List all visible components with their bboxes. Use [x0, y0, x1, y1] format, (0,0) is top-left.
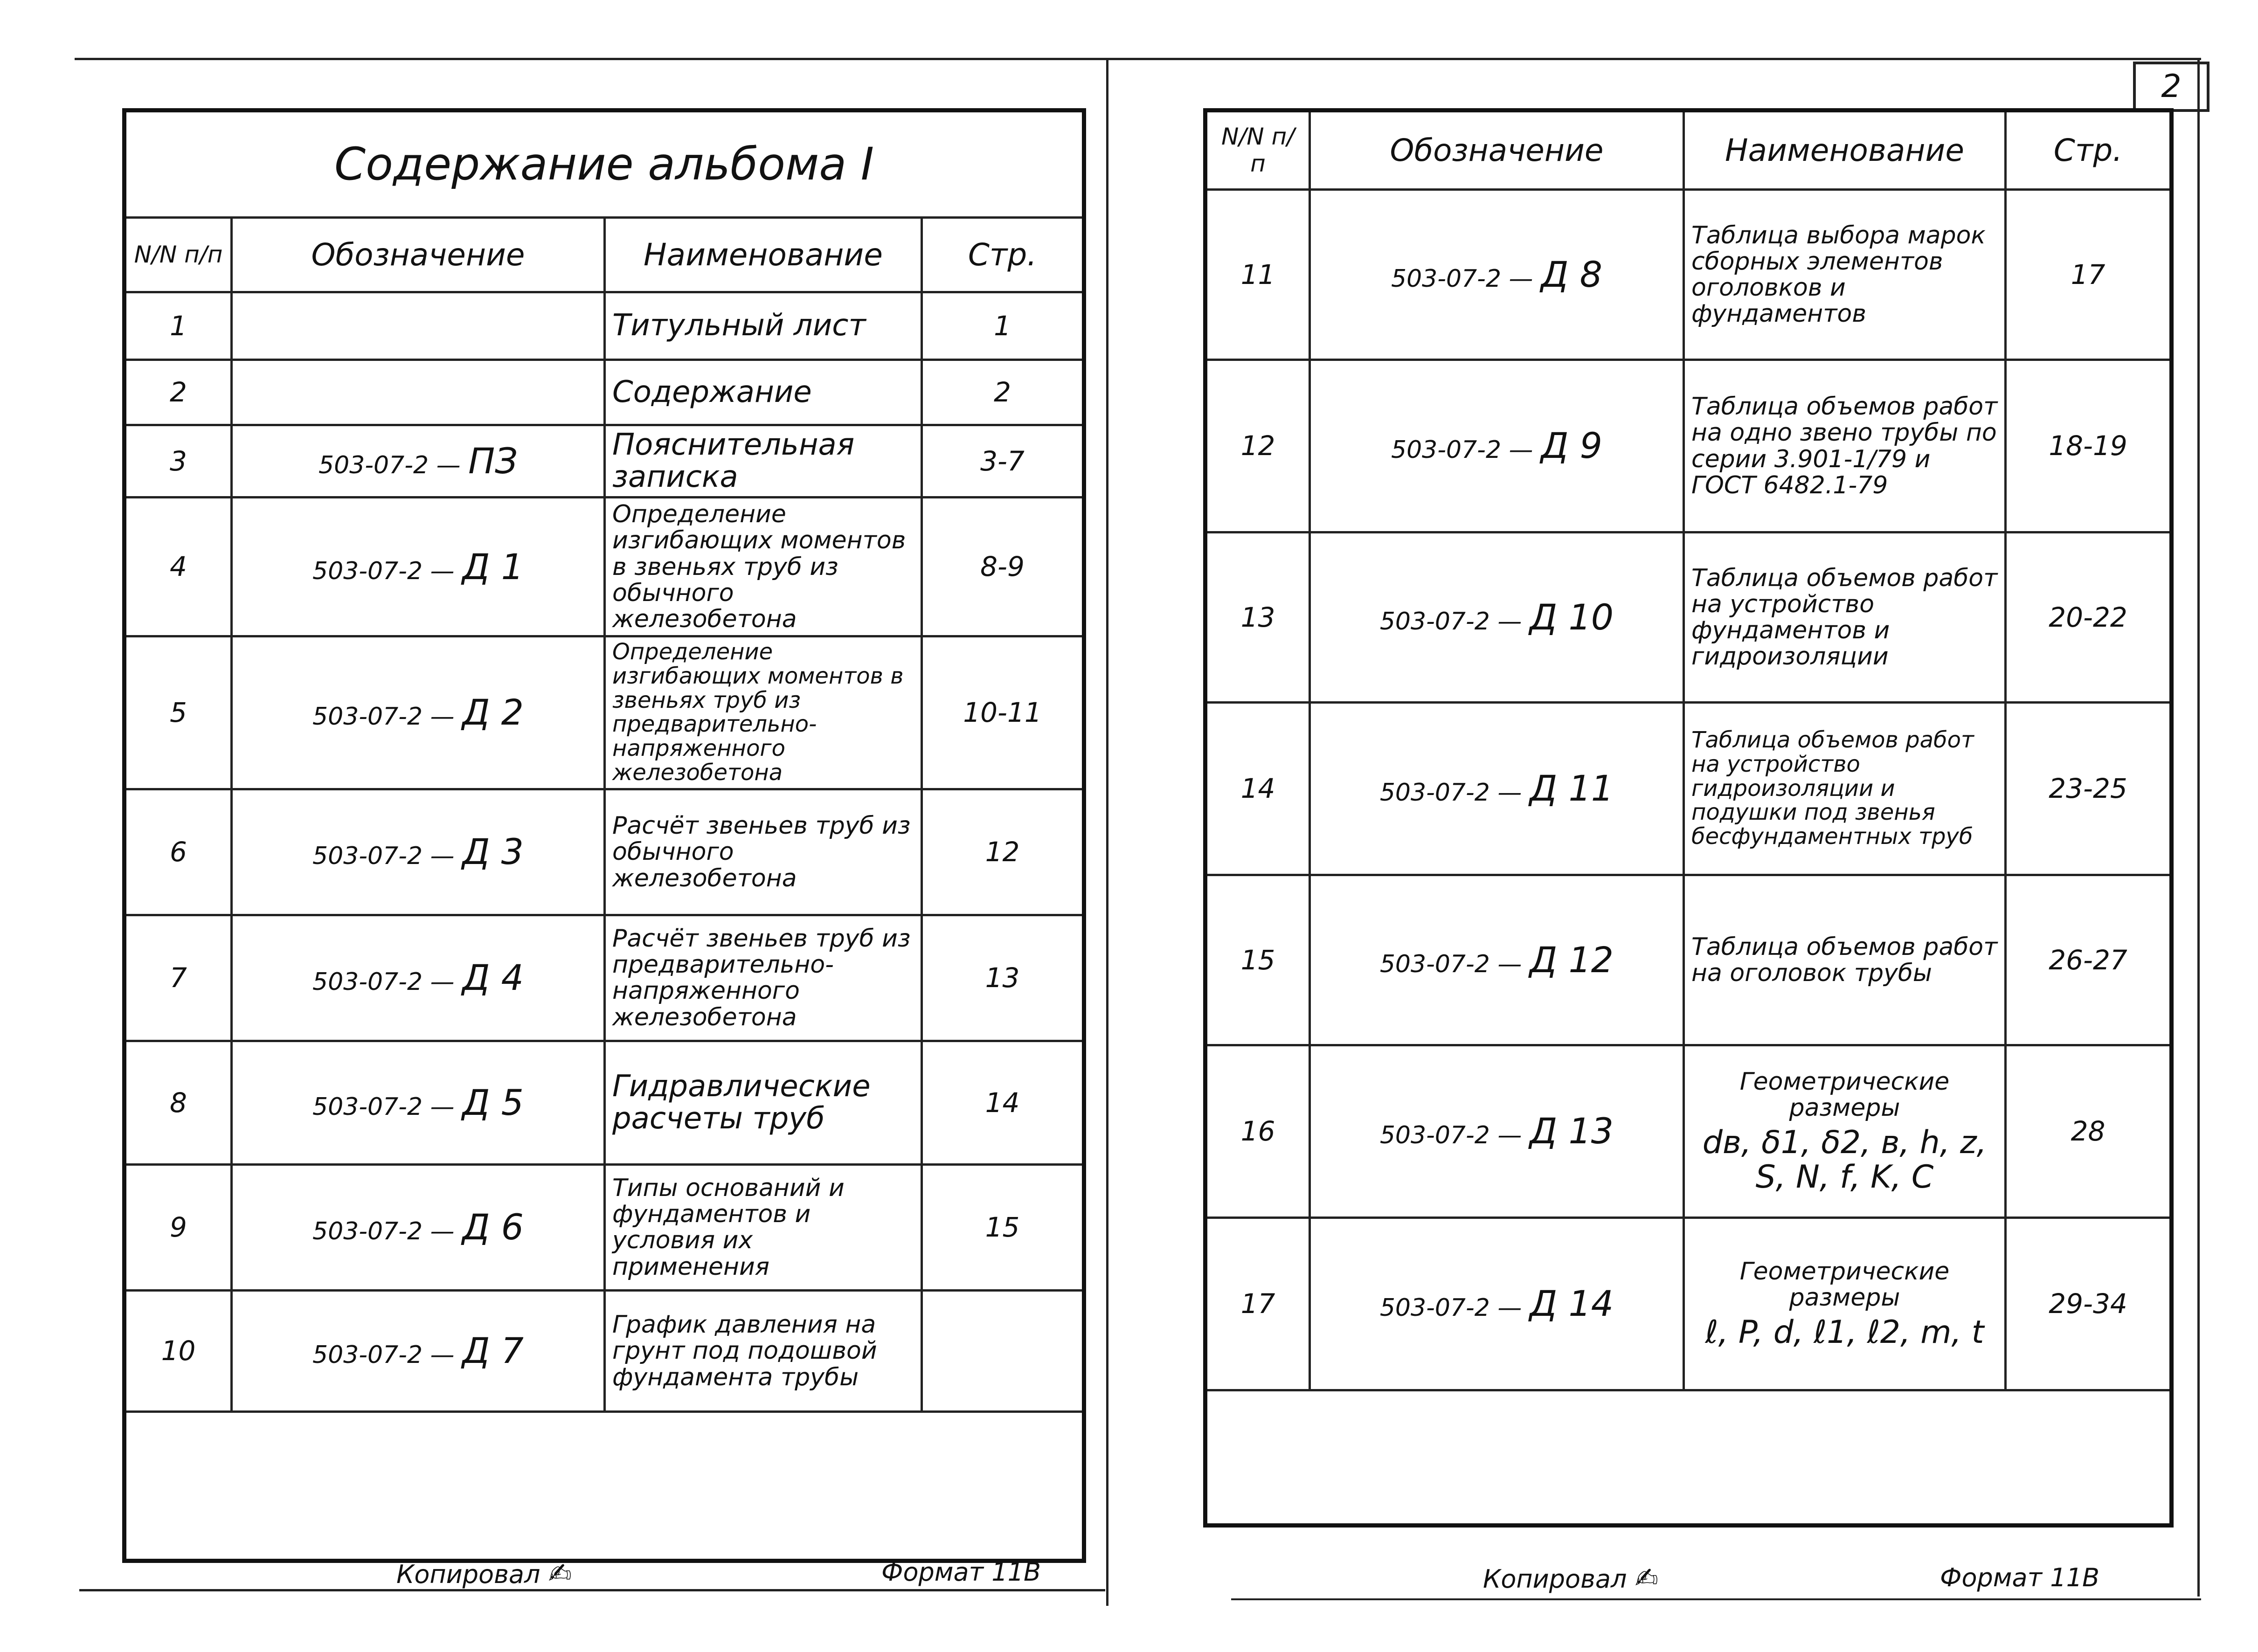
row-number: 8 [125, 1041, 232, 1164]
row-designation [232, 292, 605, 360]
row-name-text: Геометрические размеры [1739, 1257, 1950, 1312]
row-number: 1 [125, 292, 232, 360]
header-code: Обозначение [232, 218, 605, 292]
row-name [605, 1041, 922, 1164]
row-name [1684, 532, 2006, 703]
table-row [1205, 875, 2172, 1045]
row-name [605, 915, 922, 1041]
row-number: 15 [1205, 875, 1310, 1045]
designation-suffix: Д 12 [1529, 939, 1614, 981]
header-page: Стр. [922, 218, 1084, 292]
designation-suffix: Д 14 [1529, 1283, 1614, 1325]
designation-code: 503-07-2 — [1379, 607, 1522, 636]
header-code: Обозначение [1310, 111, 1684, 190]
row-designation [1310, 532, 1684, 703]
row-name-text: Типы оснований и фундаментов и условия их применения [612, 1174, 845, 1281]
row-name-text: Гидравлические расчеты труб [612, 1069, 871, 1136]
row-name [1684, 190, 2006, 360]
designation-suffix: Д 6 [462, 1206, 524, 1248]
row-page: 14 [922, 1041, 1084, 1164]
row-name [1684, 1218, 2006, 1390]
bottom-rule-right [1231, 1598, 2201, 1600]
row-name-text: Определение изгибающих моментов в звеньях труб из предварительно-напряженного железобетона [612, 639, 904, 786]
row-name-text: График давления на грунт под подошвой фундамента трубы [612, 1311, 877, 1391]
row-name-text: Таблица объемов работ на оголовок трубы [1691, 933, 1998, 987]
row-designation [232, 636, 605, 789]
row-page: 13 [922, 915, 1084, 1041]
table-row [125, 915, 1084, 1041]
table-row [125, 1290, 1084, 1411]
contents-table-left [122, 108, 1086, 1563]
format-label-right: Формат 11В [1940, 1563, 2100, 1592]
row-number: 4 [125, 498, 232, 636]
designation-code: 503-07-2 — [312, 1092, 455, 1121]
header-num: N/N п/п [1205, 111, 1310, 190]
row-name [605, 498, 922, 636]
designation-suffix: Д 1 [462, 546, 524, 588]
designation-suffix: Д 4 [462, 957, 524, 999]
row-name-text: Таблица объемов работ на устройство гидроизоляции и подушки под звенья бесфундаментных труб [1691, 726, 1974, 850]
row-designation [1310, 1045, 1684, 1218]
table-row [1205, 1218, 2172, 1390]
row-name-text: Пояснительная записка [612, 428, 855, 495]
designation-suffix: Д 9 [1541, 425, 1602, 467]
designation-code: 503-07-2 — [1379, 1294, 1522, 1322]
designation-suffix: Д 11 [1529, 767, 1614, 809]
row-name [605, 636, 922, 789]
row-number: 12 [1205, 360, 1310, 532]
row-designation [1310, 703, 1684, 875]
row-number: 14 [1205, 703, 1310, 875]
designation-code: 503-07-2 — [1379, 779, 1522, 807]
row-number: 7 [125, 915, 232, 1041]
row-number: 17 [1205, 1218, 1310, 1390]
table-row [125, 292, 1084, 360]
row-name [605, 1164, 922, 1290]
right-edge-line [2197, 58, 2200, 1597]
row-number: 6 [125, 789, 232, 915]
row-name-text: Определение изгибающих моментов в звеньях труб из обычного железобетона [612, 500, 906, 633]
row-number: 16 [1205, 1045, 1310, 1218]
row-name [1684, 875, 2006, 1045]
row-page: 18-19 [2006, 360, 2172, 532]
row-name-text: Титульный лист [612, 308, 866, 343]
row-name [605, 1290, 922, 1411]
row-name-text: Таблица объемов работ на устройство фундаментов и гидроизоляции [1691, 564, 1998, 671]
designation-code: 503-07-2 — [1379, 1121, 1522, 1150]
row-designation [232, 360, 605, 425]
row-designation [232, 789, 605, 915]
row-designation [232, 1290, 605, 1411]
table-row [125, 498, 1084, 636]
page-number: 2 [2133, 62, 2210, 112]
row-name [605, 360, 922, 425]
row-name-text: Геометрические размеры [1739, 1067, 1950, 1122]
row-page: 8-9 [922, 498, 1084, 636]
row-page: 26-27 [2006, 875, 2172, 1045]
row-page: 2 [922, 360, 1084, 425]
table-row [1205, 532, 2172, 703]
row-designation [1310, 190, 1684, 360]
center-fold-line [1106, 58, 1108, 1606]
row-page [922, 1290, 1084, 1411]
top-rule [75, 58, 2201, 60]
table-row [125, 425, 1084, 498]
empty-row [125, 1411, 1084, 1561]
designation-code: 503-07-2 — [312, 1341, 455, 1369]
header-name: Наименование [1684, 111, 2006, 190]
table-row [125, 636, 1084, 789]
row-page: 1 [922, 292, 1084, 360]
row-name-text: Таблица объемов работ на одно звено трубы по серии 3.901-1/79 и ГОСТ 6482.1-79 [1691, 393, 1998, 499]
row-designation [1310, 875, 1684, 1045]
row-number: 5 [125, 636, 232, 789]
designation-suffix: Д 2 [462, 691, 524, 733]
bottom-rule-left [79, 1589, 1105, 1591]
album-title: Содержание альбома I [125, 111, 1084, 218]
row-number: 2 [125, 360, 232, 425]
table-row [1205, 190, 2172, 360]
header-num: N/N п/п [125, 218, 232, 292]
designation-code: 503-07-2 — [1391, 264, 1533, 293]
row-page: 28 [2006, 1045, 2172, 1218]
row-page: 3-7 [922, 425, 1084, 498]
row-designation [1310, 1218, 1684, 1390]
designation-suffix: Д 3 [462, 831, 524, 873]
row-name [1684, 703, 2006, 875]
row-page: 17 [2006, 190, 2172, 360]
row-name [605, 425, 922, 498]
row-name [1684, 1045, 2006, 1218]
designation-suffix: Д 7 [462, 1330, 524, 1372]
row-name-text: Расчёт звеньев труб из предварительно-напряженного железобетона [612, 925, 911, 1031]
designation-suffix: Д 8 [1541, 253, 1602, 295]
row-designation [232, 915, 605, 1041]
row-name-text: Содержание [612, 374, 812, 409]
designation-code: 503-07-2 — [312, 1217, 455, 1246]
row-page: 12 [922, 789, 1084, 915]
row-page: 10-11 [922, 636, 1084, 789]
table-row [1205, 1045, 2172, 1218]
copied-label-left: Копировал ✍ [396, 1557, 572, 1590]
row-page: 23-25 [2006, 703, 2172, 875]
row-page: 20-22 [2006, 532, 2172, 703]
format-label-left: Формат 11В [881, 1557, 1041, 1587]
row-number: 9 [125, 1164, 232, 1290]
table-row [125, 1164, 1084, 1290]
row-name-text: Расчёт звеньев труб из обычного железобетона [612, 812, 911, 892]
table-row [1205, 360, 2172, 532]
table-row [1205, 703, 2172, 875]
header-name: Наименование [605, 218, 922, 292]
designation-code: 503-07-2 — [312, 557, 455, 585]
row-number: 11 [1205, 190, 1310, 360]
row-name [605, 789, 922, 915]
designation-code: 503-07-2 — [312, 968, 455, 996]
contents-table-right [1203, 108, 2174, 1528]
row-page: 15 [922, 1164, 1084, 1290]
row-name [1684, 360, 2006, 532]
table-row [125, 360, 1084, 425]
row-page: 29-34 [2006, 1218, 2172, 1390]
copied-label-right: Копировал ✍ [1483, 1562, 1658, 1595]
designation-code: 503-07-2 — [319, 451, 461, 480]
designation-code: 503-07-2 — [312, 842, 455, 871]
row-designation [1310, 360, 1684, 532]
row-designation [232, 1164, 605, 1290]
row-name-text: Таблица выбора марок сборных элементов оголовков и фундаментов [1691, 221, 1986, 328]
header-page: Стр. [2006, 111, 2172, 190]
row-number: 3 [125, 425, 232, 498]
designation-code: 503-07-2 — [312, 703, 455, 731]
designation-suffix: Д 5 [462, 1081, 524, 1123]
designation-suffix: Д 13 [1529, 1110, 1614, 1152]
row-designation [232, 1041, 605, 1164]
row-name-symbols: dв, δ1, δ2, в, h, z, S, N, f, K, C [1702, 1124, 1987, 1196]
row-number: 10 [125, 1290, 232, 1411]
designation-code: 503-07-2 — [1379, 950, 1522, 978]
empty-row [1205, 1390, 2172, 1526]
row-number: 13 [1205, 532, 1310, 703]
row-name-symbols: ℓ, P, d, ℓ1, ℓ2, m, t [1705, 1313, 1984, 1351]
row-designation [232, 425, 605, 498]
designation-suffix: ПЗ [468, 440, 518, 482]
designation-suffix: Д 10 [1529, 596, 1614, 638]
table-row [125, 789, 1084, 915]
row-name [605, 292, 922, 360]
table-row [125, 1041, 1084, 1164]
row-designation [232, 498, 605, 636]
designation-code: 503-07-2 — [1391, 436, 1533, 464]
